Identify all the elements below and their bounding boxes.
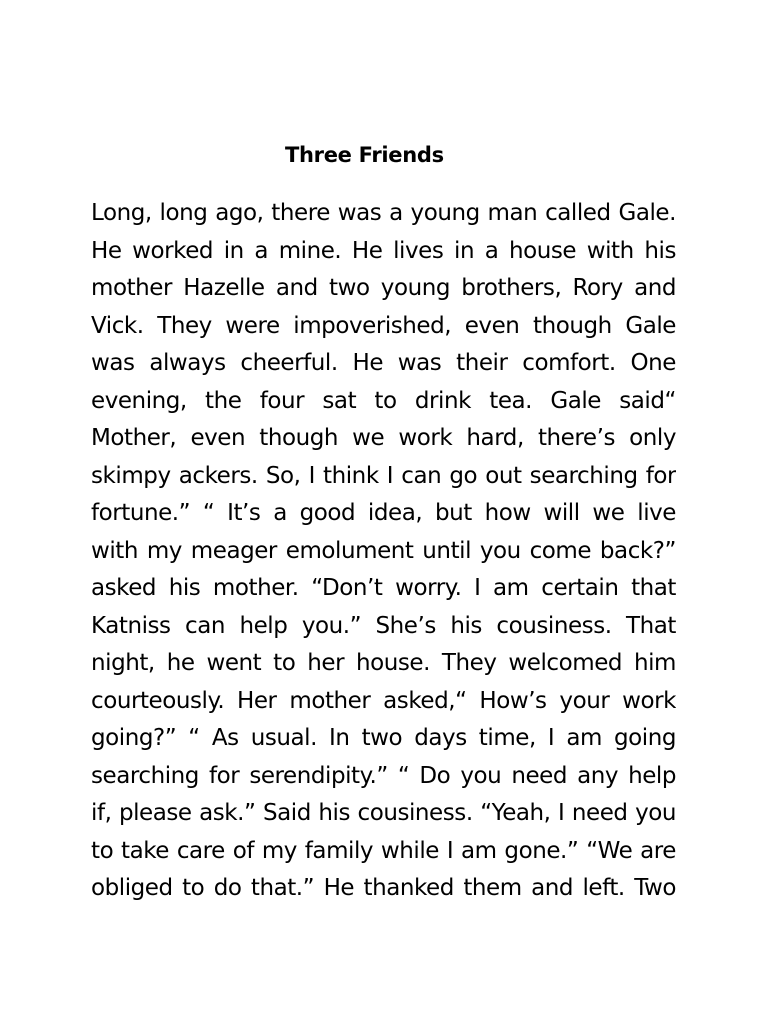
text-line: Vick. They were impoverished, even though Gale xyxy=(91,312,676,339)
text-line: He worked in a mine. He lives in a house with his xyxy=(91,237,676,264)
text-line: going?” “ As usual. In two days time, I am going xyxy=(91,725,676,751)
text-line: to take care of my family while I am gone.” “We are xyxy=(91,837,676,864)
text-line: mother Hazelle and two young brothers, Rory and xyxy=(91,275,676,301)
text-line: with my meager emolument until you come back?” xyxy=(91,537,676,564)
text-line: night, he went to her house. They welcomed him xyxy=(91,650,676,676)
text-line: fortune.” “ It’s a good idea, but how will we live xyxy=(91,500,676,526)
text-line: skimpy ackers. So, I think I can go out searching for xyxy=(91,462,676,489)
text-line: searching for serendipity.” “ Do you need any help xyxy=(91,762,676,789)
story-body xyxy=(91,195,676,908)
text-line: obliged to do that.” He thanked them and left. Two xyxy=(91,875,676,901)
text-line: evening, the four sat to drink tea. Gale said“ xyxy=(91,387,676,414)
document-title: Three Friends xyxy=(285,143,444,167)
text-line: was always cheerful. He was their comfort. One xyxy=(91,350,676,376)
text-line: asked his mother. “Don’t worry. I am certain that xyxy=(91,575,676,601)
text-line: courteously. Her mother asked,“ How’s your work xyxy=(91,687,676,714)
text-line: Katniss can help you.” She’s his cousiness. That xyxy=(91,612,676,639)
text-line: Long, long ago, there was a young man called Gale. xyxy=(91,200,676,226)
text-line: if, please ask.” Said his cousiness. “Yeah, I need you xyxy=(91,800,676,826)
text-line: Mother, even though we work hard, there’s only xyxy=(91,425,676,451)
